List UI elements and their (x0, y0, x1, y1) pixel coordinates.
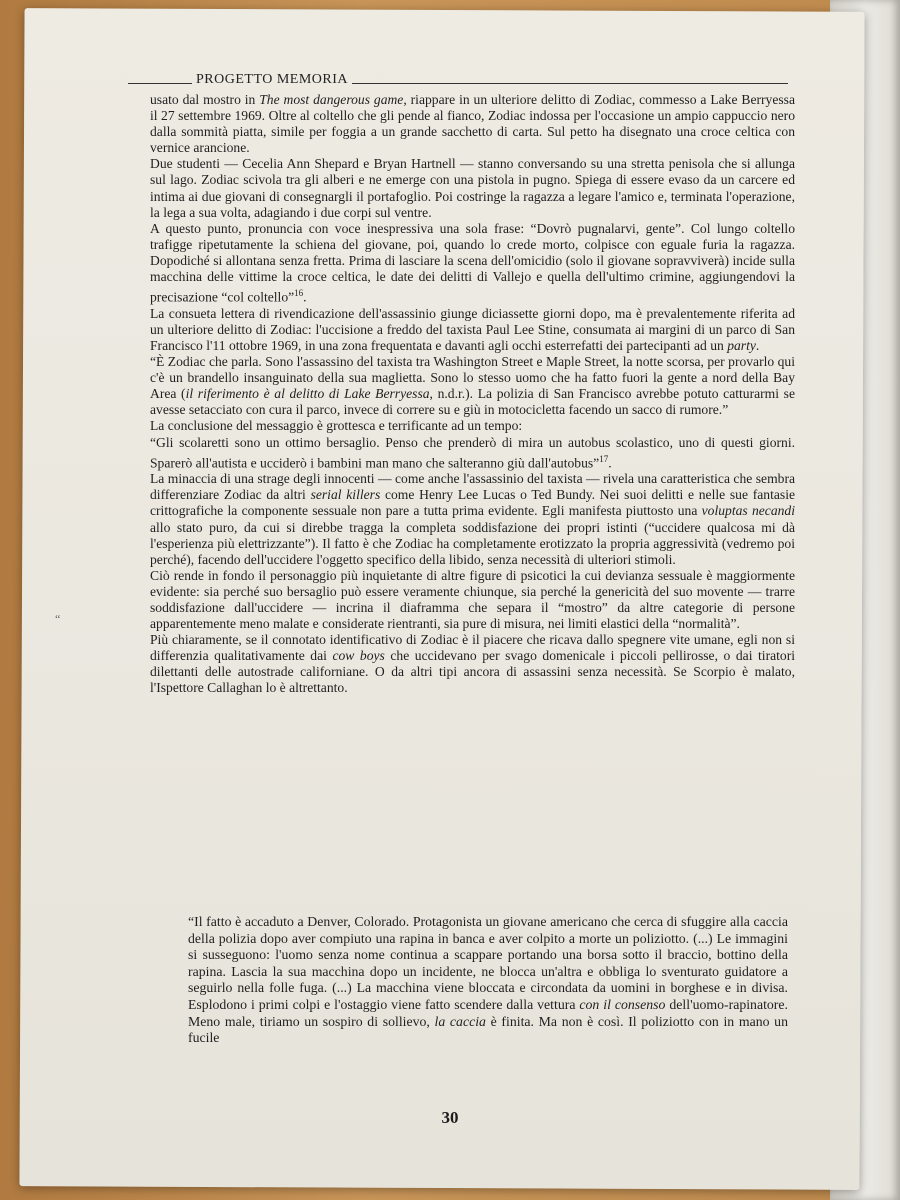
paragraph: Ciò rende in fondo il personaggio più inquietante di altre figure di psicotici la cui devianza sessuale è maggiormente evidente: sia perché suo bersaglio può essere veramente chiunque, sia perché la genericità del suo movente — trarre soddisfazione dall'uccidere — incrina il diaframma che separa il “mostro” da altre categorie di persone apparentemente meno malate e considerate rientranti, sia pure di misura, nei limiti elastici della “normalità”. (150, 567, 795, 632)
italic-text: party (727, 337, 756, 353)
block-quote (188, 914, 788, 1047)
margin-mark: “ (55, 612, 61, 626)
italic-text: con il consenso (579, 996, 666, 1012)
footnote-ref: 16 (294, 288, 304, 299)
body-text (150, 92, 795, 697)
italic-text: cow boys (332, 648, 385, 664)
italic-text: la caccia (434, 1013, 486, 1029)
italic-text: serial killers (310, 487, 381, 503)
paragraph: “Gli scolaretti sono un ottimo bersaglio. Penso che prenderò di mira un autobus scolastico, uno di questi giorni. Sparerò all'autista e ucciderò i bambini man mano che salteranno giù dall'autobus”$^{17}$. (150, 434, 795, 471)
running-head-rule-right (352, 83, 788, 84)
paragraph: La consueta lettera di rivendicazione dell'assassinio giunge diciassette giorni dopo, ma è prevalentemente riferita ad un ulteriore delitto di Zodiac: l'uccisione a freddo del taxista Paul Lee Stine, consumata ai margini di un parco di San Francisco l'11 ottobre 1969, in una zona frequentata e davanti agli occhi esterrefatti dei partecipanti ad un party. (150, 305, 795, 353)
running-head-title: PROGETTO MEMORIA (196, 72, 349, 87)
paragraph: La conclusione del messaggio è grottesca e terrificante ad un tempo: (150, 418, 523, 434)
italic-text: The most dangerous game (259, 92, 404, 107)
paragraph: A questo punto, pronuncia con voce inespressiva una sola frase: “Dovrò pugnalarvi, gente”. Col lungo coltello trafigge ripetutamente la schiena del giovane, poi, quando lo crede morto, colpisce con eguale furia la ragazza. Dopodiché si allontana senza fretta. Prima di lasciare la scena dell'omicidio (solo il giovane sopravviverà) incide sulla macchina delle vittime la croce celtica, le date dei delitti di Vallejo e quella dell'ultimo crimine, aggiungendovi la precisazione “col coltello”$^{16}$. (150, 220, 795, 305)
paragraph: usato dal mostro in The most dangerous game, riappare in un ulteriore delitto di Zodiac, commesso a Lake Berryessa il 27 settembre 1969. Oltre al coltello che gli pende al fianco, Zodiac indossa per l'occasione un ampio cappuccio nero dalla sommità piatta, simile per foggia a un grande sacchetto di carta. Sul petto ha disegnato una croce celtica con vernice arancione. (150, 92, 795, 156)
paragraph: Due studenti — Cecelia Ann Shepard e Bryan Hartnell — stanno conversando su una stretta penisola che si allunga sul lago. Zodiac scivola tra gli alberi e ne emerge con una pistola in pugno. Spiega di essere evaso da un carcere ed intima ai due giovani di consegnargli il portafoglio. Poi costringe la ragazza a legare l'amico e, terminata l'operazione, la lega a sua volta, adagiando i due corpi sul ventre. (150, 156, 795, 220)
paragraph: “È Zodiac che parla. Sono l'assassino del taxista tra Washington Street e Maple Street, la notte scorsa, per provarlo qui c'è un brandello insanguinato della sua maglietta. Sono lo stesso uomo che ha fatto fuori la gente a nord della Bay Area (il riferimento è al delitto di Lake Berryessa, n.d.r.). La polizia di San Francisco avrebbe potuto catturarmi se avesse setacciato con cura il parco, invece di correre su e giù in motocicletta facendo un sacco di rumore.” (150, 354, 795, 418)
paragraph: La minaccia di una strage degli innocenti — come anche l'assassinio del taxista — rivela una caratteristica che sembra differenziare Zodiac da altri serial killers come Henry Lee Lucas o Ted Bundy. Nei suoi delitti e nelle sue fantasie crittografiche la componente sessuale non pare a tutta prima evidente. Egli manifesta piuttosto una voluptas necandi allo stato puro, da cui si direbbe tragga la completa soddisfazione dei propri istinti (“uccidere qualcosa mi dà l'esperienza più elettrizzante”). Il fatto è che Zodiac ha completamente erotizzato la propria aggressività (vedremo poi perché), facendo dell'uccidere l'oggetto specifico della libido, senza necessità di ulteriori stimoli. (150, 471, 796, 567)
paragraph: Più chiaramente, se il connotato identificativo di Zodiac è il piacere che ricava dallo spegnere vite umane, egli non si differenzia qualitativamente dai cow boys che uccidevano per svago domenicale i piccoli pellirosse, o dai tiratori dilettanti delle autostrade californiane. O da altri tipi ancora di assassini senza necessità. Se Scorpio è malato, l'Ispettore Callaghan lo è altrettanto. (150, 632, 796, 696)
footnote-ref: 17 (599, 453, 609, 464)
page-number: 30 (441, 1108, 459, 1127)
running-head (128, 66, 788, 88)
quote-paragraph: “Il fatto è accaduto a Denver, Colorado. Protagonista un giovane americano che cerca di sfuggire alla caccia della polizia dopo aver compiuto una rapina in banca e aver colpito a morte un poliziotto. (...) Le immagini si susseguono: l'uomo senza nome continua a scappare portando una borsa sotto il braccio, bottino della rapina. Lascia la sua macchina dopo un incidente, ne blocca un'altra e obbliga lo sventurato guidatore a seguirlo nella folle fuga. (...) La macchina viene bloccata e circondata da uomini in borghese e in divisa. Esplodono i primi colpi e l'ostaggio viene fatto scendere dalla vettura con il consenso dell'uomo-rapinatore. Meno male, tiriamo un sospiro di sollievo, la caccia è finita. Ma non è così. Il poliziotto con in mano un fucile (188, 914, 788, 1046)
italic-text: il riferimento è al delitto di Lake Berryessa (185, 386, 430, 402)
running-head-rule-left (128, 83, 192, 84)
italic-text: voluptas necandi (701, 503, 795, 519)
